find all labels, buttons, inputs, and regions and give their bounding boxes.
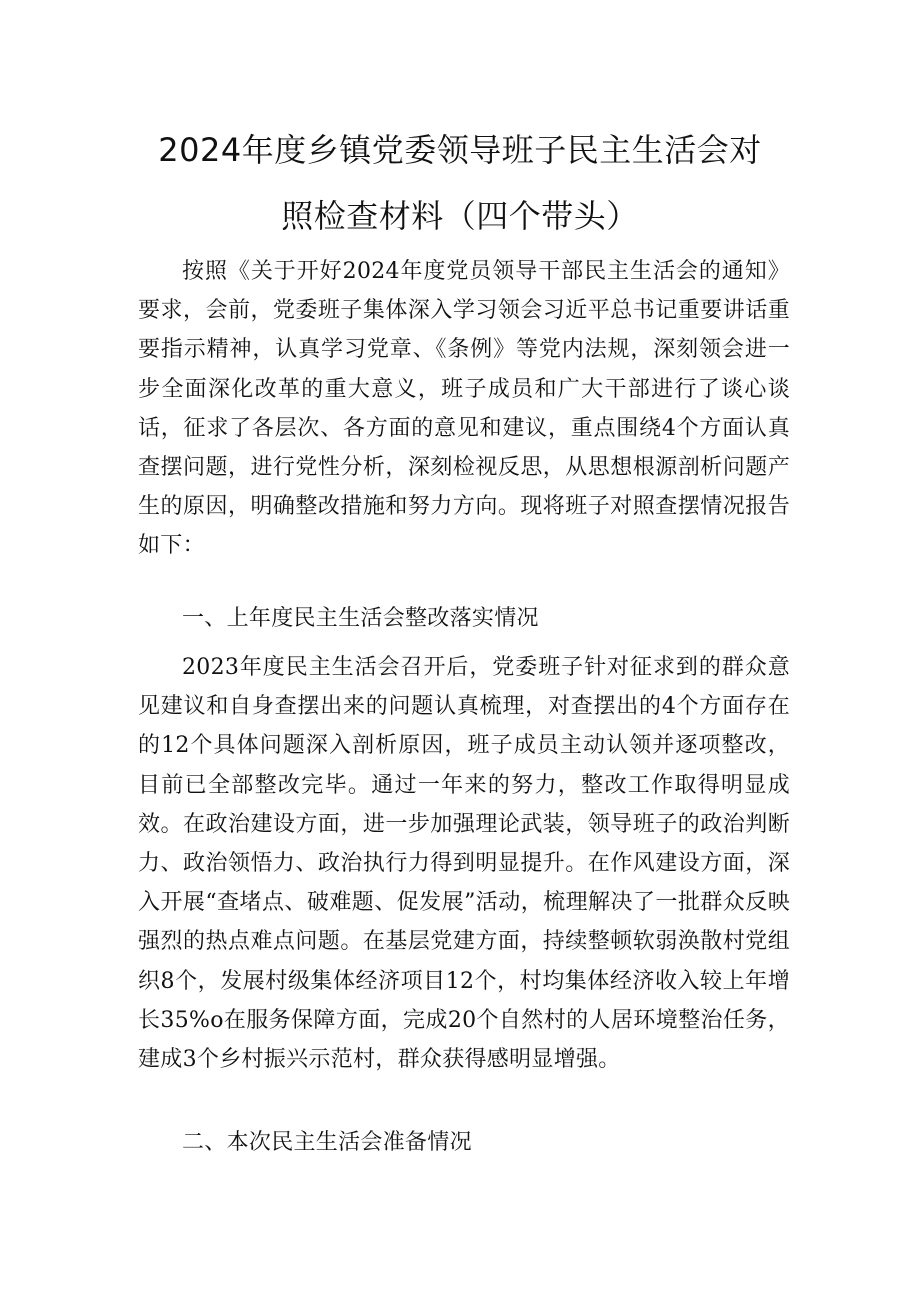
document-title-line-2: 照检查材料（四个带头） <box>281 197 639 235</box>
section-2-heading: 二、本次民主生活会准备情况 <box>182 1130 472 1155</box>
document-title-line-1: 2024年度乡镇党委领导班子民主生活会对 <box>158 131 762 169</box>
section-1-heading: 一、上年度民主生活会整改落实情况 <box>182 606 539 631</box>
intro-paragraph: 按照《关于开好2024年度党员领导干部民主生活会的通知》要求，会前，党委班子集体深入学习领会习近平总书记重要讲话重要指示精神，认真学习党章、《条例》等党内法规，深刻领会进一步全面深化改革的重大意义，班子成员和广大干部进行了谈心谈话，征求了各层次、各方面的意见和建议，重点围绕4个方面认真查摆问题，进行党性分析，深刻检视反思，从思想根源剖析问题产生的原因，明确整改措施和努力方向。现将班子对照查摆情况报告如下： <box>138 259 790 559</box>
section-1-paragraph: 2023年度民主生活会召开后，党委班子针对征求到的群众意见建议和自身查摆出来的问题认真梳理，对查摆出的4个方面存在的12个具体问题深入剖析原因，班子成员主动认领并逐项整改，目前已全部整改完毕。通过一年来的努力，整改工作取得明显成效。在政治建设方面，进一步加强理论武装，领导班子的政治判断力、政治领悟力、政治执行力得到明显提升。在作风建设方面，深入开展“查堵点、破难题、促发展”活动，梳理解决了一批群众反映强烈的热点难点问题。在基层党建方面，持续整顿软弱涣散村党组织8个，发展村级集体经济项目12个，村均集体经济收入较上年增长35%o在服务保障方面，完成20个自然村的人居环境整治任务，建成3个乡村振兴示范村，群众获得感明显增强。 <box>138 655 790 1073</box>
